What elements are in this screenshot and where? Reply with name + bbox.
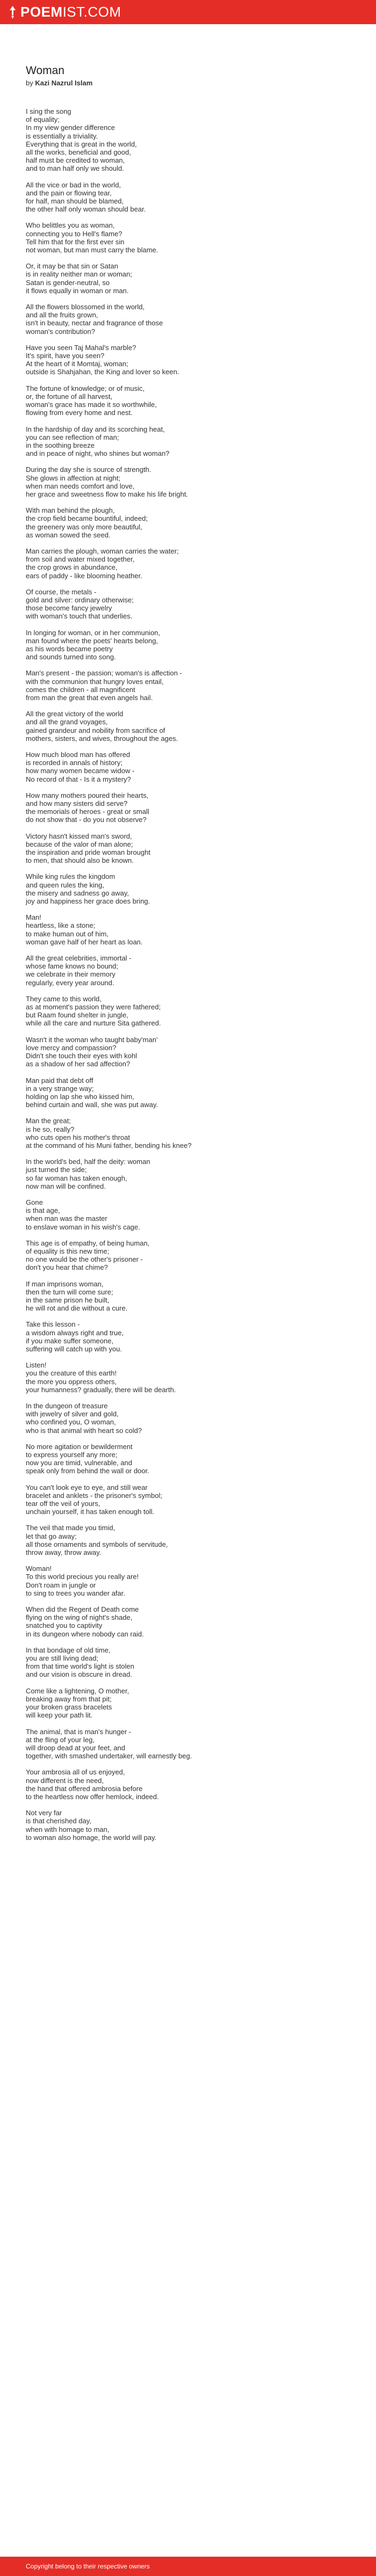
poem-line: now man will be confined.	[26, 1182, 106, 1190]
poem-line: at the command of his Muni father, bending his knee?	[26, 1141, 192, 1149]
poem-line: ears of paddy - like blooming heather.	[26, 571, 142, 580]
poem-line: of equality is this new time;	[26, 1247, 110, 1255]
poem-line: While king rules the kingdom	[26, 872, 115, 881]
poem-line: outside is Shahjahan, the King and lover so keen.	[26, 368, 179, 376]
poem-line: of equality;	[26, 115, 60, 124]
poem-stanza	[26, 995, 353, 1028]
poem-line: In longing for woman, or in her communion,	[26, 628, 161, 637]
poem-line: How many mothers poured their hearts,	[26, 791, 149, 799]
poem-line: unchain yourself, it has taken enough toll.	[26, 1508, 155, 1516]
poem-line: Or, it may be that sin or Satan	[26, 262, 118, 271]
poem-line: is that age,	[26, 1206, 60, 1215]
poem-line: The animal, that is man's hunger -	[26, 1727, 132, 1736]
poem-line: to woman also homage, the world will pay.	[26, 1833, 157, 1842]
poem-line: a wisdom always right and true,	[26, 1328, 124, 1337]
poem-line: is in reality neither man or woman;	[26, 270, 132, 279]
poem-line: Man paid that debt off	[26, 1076, 93, 1085]
poem-line: so far woman has taken enough,	[26, 1174, 127, 1182]
poem-line: man found where the poets' hearts belong,	[26, 636, 158, 645]
poem-line: and the pain or flowing tear,	[26, 188, 112, 197]
poem-line: at the fling of your leg,	[26, 1735, 95, 1744]
poem-line: do not show that - do you not observe?	[26, 816, 147, 824]
poem-line: I sing the song	[26, 107, 71, 115]
poem-stanza	[26, 791, 353, 824]
poem-line: don't you hear that chime?	[26, 1263, 108, 1272]
poem-line: and all the grand voyages,	[26, 718, 108, 726]
poem-line: tear off the veil of yours,	[26, 1500, 100, 1508]
poem-line: Man's present - the passion; woman's is affection -	[26, 669, 182, 678]
logo-text-bold: POEM	[20, 4, 63, 20]
byline-label: by	[26, 79, 33, 87]
author-name[interactable]: Kazi Nazrul Islam	[35, 79, 93, 87]
poem-line: With man behind the plough,	[26, 506, 115, 515]
poem-line: in the soothing breeze	[26, 441, 95, 449]
poem-line: and in peace of night, who shines but woman?	[26, 449, 170, 458]
poem-stanza	[26, 1687, 353, 1720]
poem-line: when man needs comfort and love,	[26, 482, 135, 490]
site-logo[interactable]	[10, 0, 121, 24]
poem-line: your humanness? gradually, there will be dearth.	[26, 1385, 176, 1394]
poem-line: throw away, throw away.	[26, 1548, 102, 1557]
poem-line: to enslave woman in his wish's cage.	[26, 1222, 140, 1231]
poem-line: because of the valor of man alone;	[26, 840, 133, 848]
poem-line: isn't in beauty, nectar and fragrance of those	[26, 319, 163, 328]
poem-stanza	[26, 1036, 353, 1068]
poem-line: behind curtain and wall, she was put away.	[26, 1101, 158, 1109]
poem-stanza	[26, 1198, 353, 1231]
poem-line: the other half only woman should bear.	[26, 205, 146, 214]
poem-line: and sounds turned into song.	[26, 653, 116, 661]
poem-line: Man!	[26, 913, 41, 922]
poem-stanza	[26, 1076, 353, 1109]
poem-line: Your ambrosia all of us enjoyed,	[26, 1768, 125, 1777]
poem-line: you the creature of this earth!	[26, 1369, 117, 1378]
poem-line: the memorials of heroes - great or small	[26, 807, 149, 816]
poem-line: They came to this world,	[26, 994, 102, 1003]
poem-line: mothers, sisters, and wives, throughout the ages.	[26, 734, 178, 743]
poem-content	[26, 63, 353, 1850]
poem-line: to the heartless now offer hemlock, indeed.	[26, 1792, 159, 1801]
poem-line: No more agitation or bewilderment	[26, 1442, 133, 1451]
byline	[26, 79, 353, 88]
poem-line: those become fancy jewelry	[26, 604, 112, 613]
poem-line: now different is the need,	[26, 1776, 104, 1785]
logo-text	[20, 0, 121, 24]
poem-stanza	[26, 872, 353, 905]
poem-stanza	[26, 303, 353, 336]
poem-line: or, the fortune of all harvest,	[26, 392, 113, 401]
poem-line: you are still living dead;	[26, 1654, 99, 1663]
poem-line: the crop grows in abundance,	[26, 563, 118, 572]
poem-line: Gone	[26, 1198, 43, 1206]
poem-stanza	[26, 1158, 353, 1190]
poem-line: Satan is gender-neutral, so	[26, 278, 110, 287]
poem-stanza	[26, 547, 353, 580]
poem-line: whose fame knows no bound;	[26, 962, 118, 971]
poem-line: who confined you, O woman,	[26, 1418, 116, 1427]
poem-title: Woman	[26, 64, 64, 77]
poem-line: gained grandeur and nobility from sacrifice of	[26, 726, 165, 734]
poem-line: The fortune of knowledge; or of music,	[26, 384, 145, 392]
poem-line: No record of that - Is it a mystery?	[26, 775, 131, 783]
poem-line: heartless, like a stone;	[26, 921, 96, 930]
poem-line: it flows equally in woman or man.	[26, 286, 129, 295]
poem-line: then the turn will come sure;	[26, 1287, 113, 1296]
poem-line: the greenery was only more beautiful,	[26, 522, 142, 531]
poem-line: from man the great that even angels hail.	[26, 693, 153, 702]
poem-line: we celebrate in their memory	[26, 970, 115, 979]
poem-line: to sing to trees you wander afar.	[26, 1589, 125, 1597]
poem-stanza	[26, 384, 353, 417]
poem-line: with jewelry of silver and gold,	[26, 1410, 119, 1418]
poem-line: together, with smashed undertaker, will earnestly beg.	[26, 1752, 192, 1760]
poem-line: She glows in affection at night;	[26, 474, 121, 482]
poem-line: the hand that offered ambrosia before	[26, 1784, 143, 1793]
poem-line: in its dungeon where nobody can raid.	[26, 1629, 144, 1638]
poem-stanza	[26, 506, 353, 539]
poem-line: the more you oppress others,	[26, 1377, 117, 1386]
poem-line: It's spirit, have you seen?	[26, 352, 105, 360]
poem-line: All the great celebrities, immortal -	[26, 954, 132, 963]
poem-line: as his words became poetry	[26, 644, 113, 653]
poem-line: and our vision is obscure in dread.	[26, 1670, 133, 1679]
poem-line: At the heart of it Momtaj, woman;	[26, 360, 128, 368]
poem-line: regularly, every year around.	[26, 978, 114, 987]
poem-stanza	[26, 629, 353, 661]
poem-stanza	[26, 1443, 353, 1475]
poem-line: joy and happiness her grace does bring.	[26, 897, 150, 906]
poem-line: is he so, really?	[26, 1125, 75, 1133]
site-header	[0, 0, 376, 24]
poem-line: comes the children - all magnificent	[26, 685, 135, 694]
poem-line: in the same prison he built,	[26, 1296, 110, 1304]
poem-line: will keep your path lit.	[26, 1711, 93, 1720]
pen-nib-icon	[10, 6, 16, 19]
poem-line: and all the fruits grown,	[26, 311, 98, 319]
poem-line: the inspiration and pride woman brought	[26, 848, 150, 857]
poem-line: In the dungeon of treasure	[26, 1402, 108, 1410]
poem-line: In my view gender difference	[26, 123, 115, 132]
poem-stanza	[26, 1646, 353, 1679]
poem-stanza	[26, 751, 353, 783]
poem-line: Don't roam in jungle or	[26, 1581, 96, 1589]
poem-line: you can see reflection of man;	[26, 433, 119, 441]
poem-stanza	[26, 1239, 353, 1272]
poem-line: Listen!	[26, 1361, 47, 1370]
poem-line: when man was the master	[26, 1214, 107, 1223]
poem-line: In the hardship of day and its scorching heat,	[26, 425, 165, 433]
poem-line: and how many sisters did serve?	[26, 799, 128, 808]
poem-line: snatched you to captivity	[26, 1621, 103, 1630]
poem-stanza	[26, 1524, 353, 1556]
poem-line: Have you seen Taj Mahal's marble?	[26, 343, 136, 352]
poem-line: breaking away from that pit;	[26, 1694, 112, 1703]
poem-line: During the day she is source of strength.	[26, 465, 151, 474]
poem-line: in a very strange way;	[26, 1084, 94, 1093]
poem-line: To this world precious you really are!	[26, 1573, 139, 1581]
poem-line: gold and silver: ordinary otherwise;	[26, 595, 134, 604]
poem-line: suffering will catch up with you.	[26, 1344, 122, 1353]
poem-line: as a shadow of her sad affection?	[26, 1060, 131, 1068]
poem-line: Tell him that for the first ever sin	[26, 237, 125, 246]
poem-stanza	[26, 344, 353, 376]
poem-line: When did the Regent of Death come	[26, 1605, 139, 1614]
poem-stanza	[26, 1320, 353, 1353]
poem-line: from soil and water mixed together,	[26, 555, 135, 564]
poem-line: is that cherished day,	[26, 1817, 91, 1825]
poem-line: he will rot and die without a cure.	[26, 1304, 128, 1313]
poem-line: from that time world's light is stolen	[26, 1662, 134, 1671]
poem-stanza	[26, 107, 353, 173]
poem-stanza	[26, 181, 353, 214]
poem-line: woman's grace has made it so worthwhile,	[26, 401, 157, 409]
poem-line: her grace and sweetness flow to make his life bright.	[26, 490, 189, 498]
poem-line: In that bondage of old time,	[26, 1646, 111, 1654]
poem-line: with the communion that hungry loves entail,	[26, 677, 164, 686]
poem-line: while all the care and nurture Sita gathered.	[26, 1019, 161, 1028]
poem-stanza	[26, 221, 353, 254]
poem-stanza	[26, 1728, 353, 1760]
poem-line: All the great victory of the world	[26, 710, 124, 718]
poem-line: how many women became widow -	[26, 767, 135, 775]
poem-stanza	[26, 465, 353, 498]
poem-stanza	[26, 262, 353, 295]
poem-line: Woman!	[26, 1564, 52, 1573]
poem-line: as woman sowed the seed.	[26, 530, 111, 539]
site-footer	[0, 2557, 376, 2576]
poem-line: with woman's touch that underlies.	[26, 612, 133, 621]
poem-line: connecting you to Hell's flame?	[26, 229, 122, 238]
poem-line: bracelet and anklets - the prisoner's symbol;	[26, 1491, 162, 1500]
poem-line: all those ornaments and symbols of servitude,	[26, 1540, 168, 1548]
poem-line: who cuts open his mother's throat	[26, 1133, 130, 1141]
poem-stanza	[26, 588, 353, 621]
poem-line: You can't look eye to eye, and still wear	[26, 1483, 148, 1491]
poem-line: flying on the wing of night's shade,	[26, 1613, 133, 1622]
poem-line: the crop field became bountiful, indeed;	[26, 514, 148, 523]
poem-stanza	[26, 1768, 353, 1801]
poem-line: love mercy and compassion?	[26, 1043, 117, 1052]
poem-stanza	[26, 669, 353, 702]
poem-line: the misery and sadness go away,	[26, 889, 129, 897]
poem-line: is recorded in annals of history;	[26, 759, 122, 767]
poem-stanza	[26, 832, 353, 865]
poem-line: Didn't she touch their eyes with kohl	[26, 1052, 137, 1060]
poem-line: to express yourself any more;	[26, 1451, 118, 1459]
poem-line: All the flowers blossomed in the world,	[26, 303, 145, 311]
poem-line: let that go away;	[26, 1532, 77, 1540]
poem-line: Everything that is great in the world,	[26, 140, 137, 148]
poem-line: Man the great;	[26, 1117, 71, 1125]
poem-line: Wasn't it the woman who taught baby'man'	[26, 1035, 158, 1044]
poem-line: if you make suffer someone,	[26, 1336, 114, 1345]
poem-line: will droop dead at your feet, and	[26, 1743, 126, 1752]
poem-stanza	[26, 1117, 353, 1149]
poem-line: but Raam found shelter in jungle,	[26, 1011, 128, 1020]
poem-line: How much blood man has offered	[26, 751, 131, 759]
poem-line: and queen rules the king,	[26, 881, 104, 889]
poem-stanza	[26, 1402, 353, 1435]
poem-line: Victory hasn't kissed man's sword,	[26, 832, 132, 840]
poem-line: woman's contribution?	[26, 327, 95, 336]
poem-line: to men, that should also be known.	[26, 856, 134, 865]
poem-line: Take this lesson -	[26, 1320, 80, 1329]
poem-stanza	[26, 1483, 353, 1516]
poem-line: Come like a lightening, O mother,	[26, 1686, 129, 1695]
poem-line: who is that animal with heart so cold?	[26, 1426, 142, 1435]
poem-line: In the world's bed, half the deity: woman	[26, 1158, 150, 1166]
poem-stanza	[26, 1280, 353, 1313]
poem-line: woman gave half of her heart as loan.	[26, 937, 143, 946]
poem-stanza	[26, 1361, 353, 1394]
poem-line: holding on lap she who kissed him,	[26, 1092, 134, 1101]
poem-line: All the vice or bad in the world,	[26, 180, 121, 189]
poem-line: as at moment's passion they were fathered;	[26, 1003, 161, 1012]
poem-line: Who belittles you as woman,	[26, 221, 115, 230]
poem-line: just turned the side;	[26, 1166, 87, 1174]
poem-stanza	[26, 1809, 353, 1842]
poem-line: Not very far	[26, 1809, 62, 1817]
poem-stanza	[26, 1564, 353, 1597]
copyright-text: Copyright belong to their respective owners	[26, 2563, 150, 2570]
poem-line: no one would be the other's prisoner -	[26, 1255, 143, 1264]
poem-stanza	[26, 1605, 353, 1638]
poem-line: This age is of empathy, of being human,	[26, 1239, 150, 1247]
poem-line: all the works, beneficial and good,	[26, 148, 131, 157]
poem-line: speak only from behind the wall or door.	[26, 1467, 149, 1475]
poem-line: half must be credited to woman,	[26, 156, 125, 165]
poem-line: is essentially a triviality.	[26, 132, 98, 140]
poem-stanza	[26, 425, 353, 458]
poem-line: flowing from every home and nest.	[26, 409, 133, 417]
poem-body	[26, 107, 353, 1842]
poem-stanza	[26, 913, 353, 946]
poem-stanza	[26, 954, 353, 987]
poem-line: and to man half only we should.	[26, 164, 124, 173]
poem-line: to make human out of him,	[26, 929, 109, 938]
poem-line: Of course, the metals -	[26, 587, 97, 596]
poem-line: your broken grass bracelets	[26, 1703, 112, 1712]
poem-line: The veil that made you timid,	[26, 1524, 115, 1532]
poem-line: not woman, but man must carry the blame.	[26, 246, 158, 254]
logo-text-rest: IST.COM	[62, 4, 121, 20]
poem-line: Man carries the plough, woman carries the water;	[26, 547, 179, 555]
poem-stanza	[26, 710, 353, 743]
poem-line: If man imprisons woman,	[26, 1279, 104, 1288]
poem-line: when with homage to man,	[26, 1825, 110, 1833]
poem-line: now you are timid, vulnerable, and	[26, 1459, 133, 1467]
poem-line: for half, man should be blamed,	[26, 197, 124, 206]
